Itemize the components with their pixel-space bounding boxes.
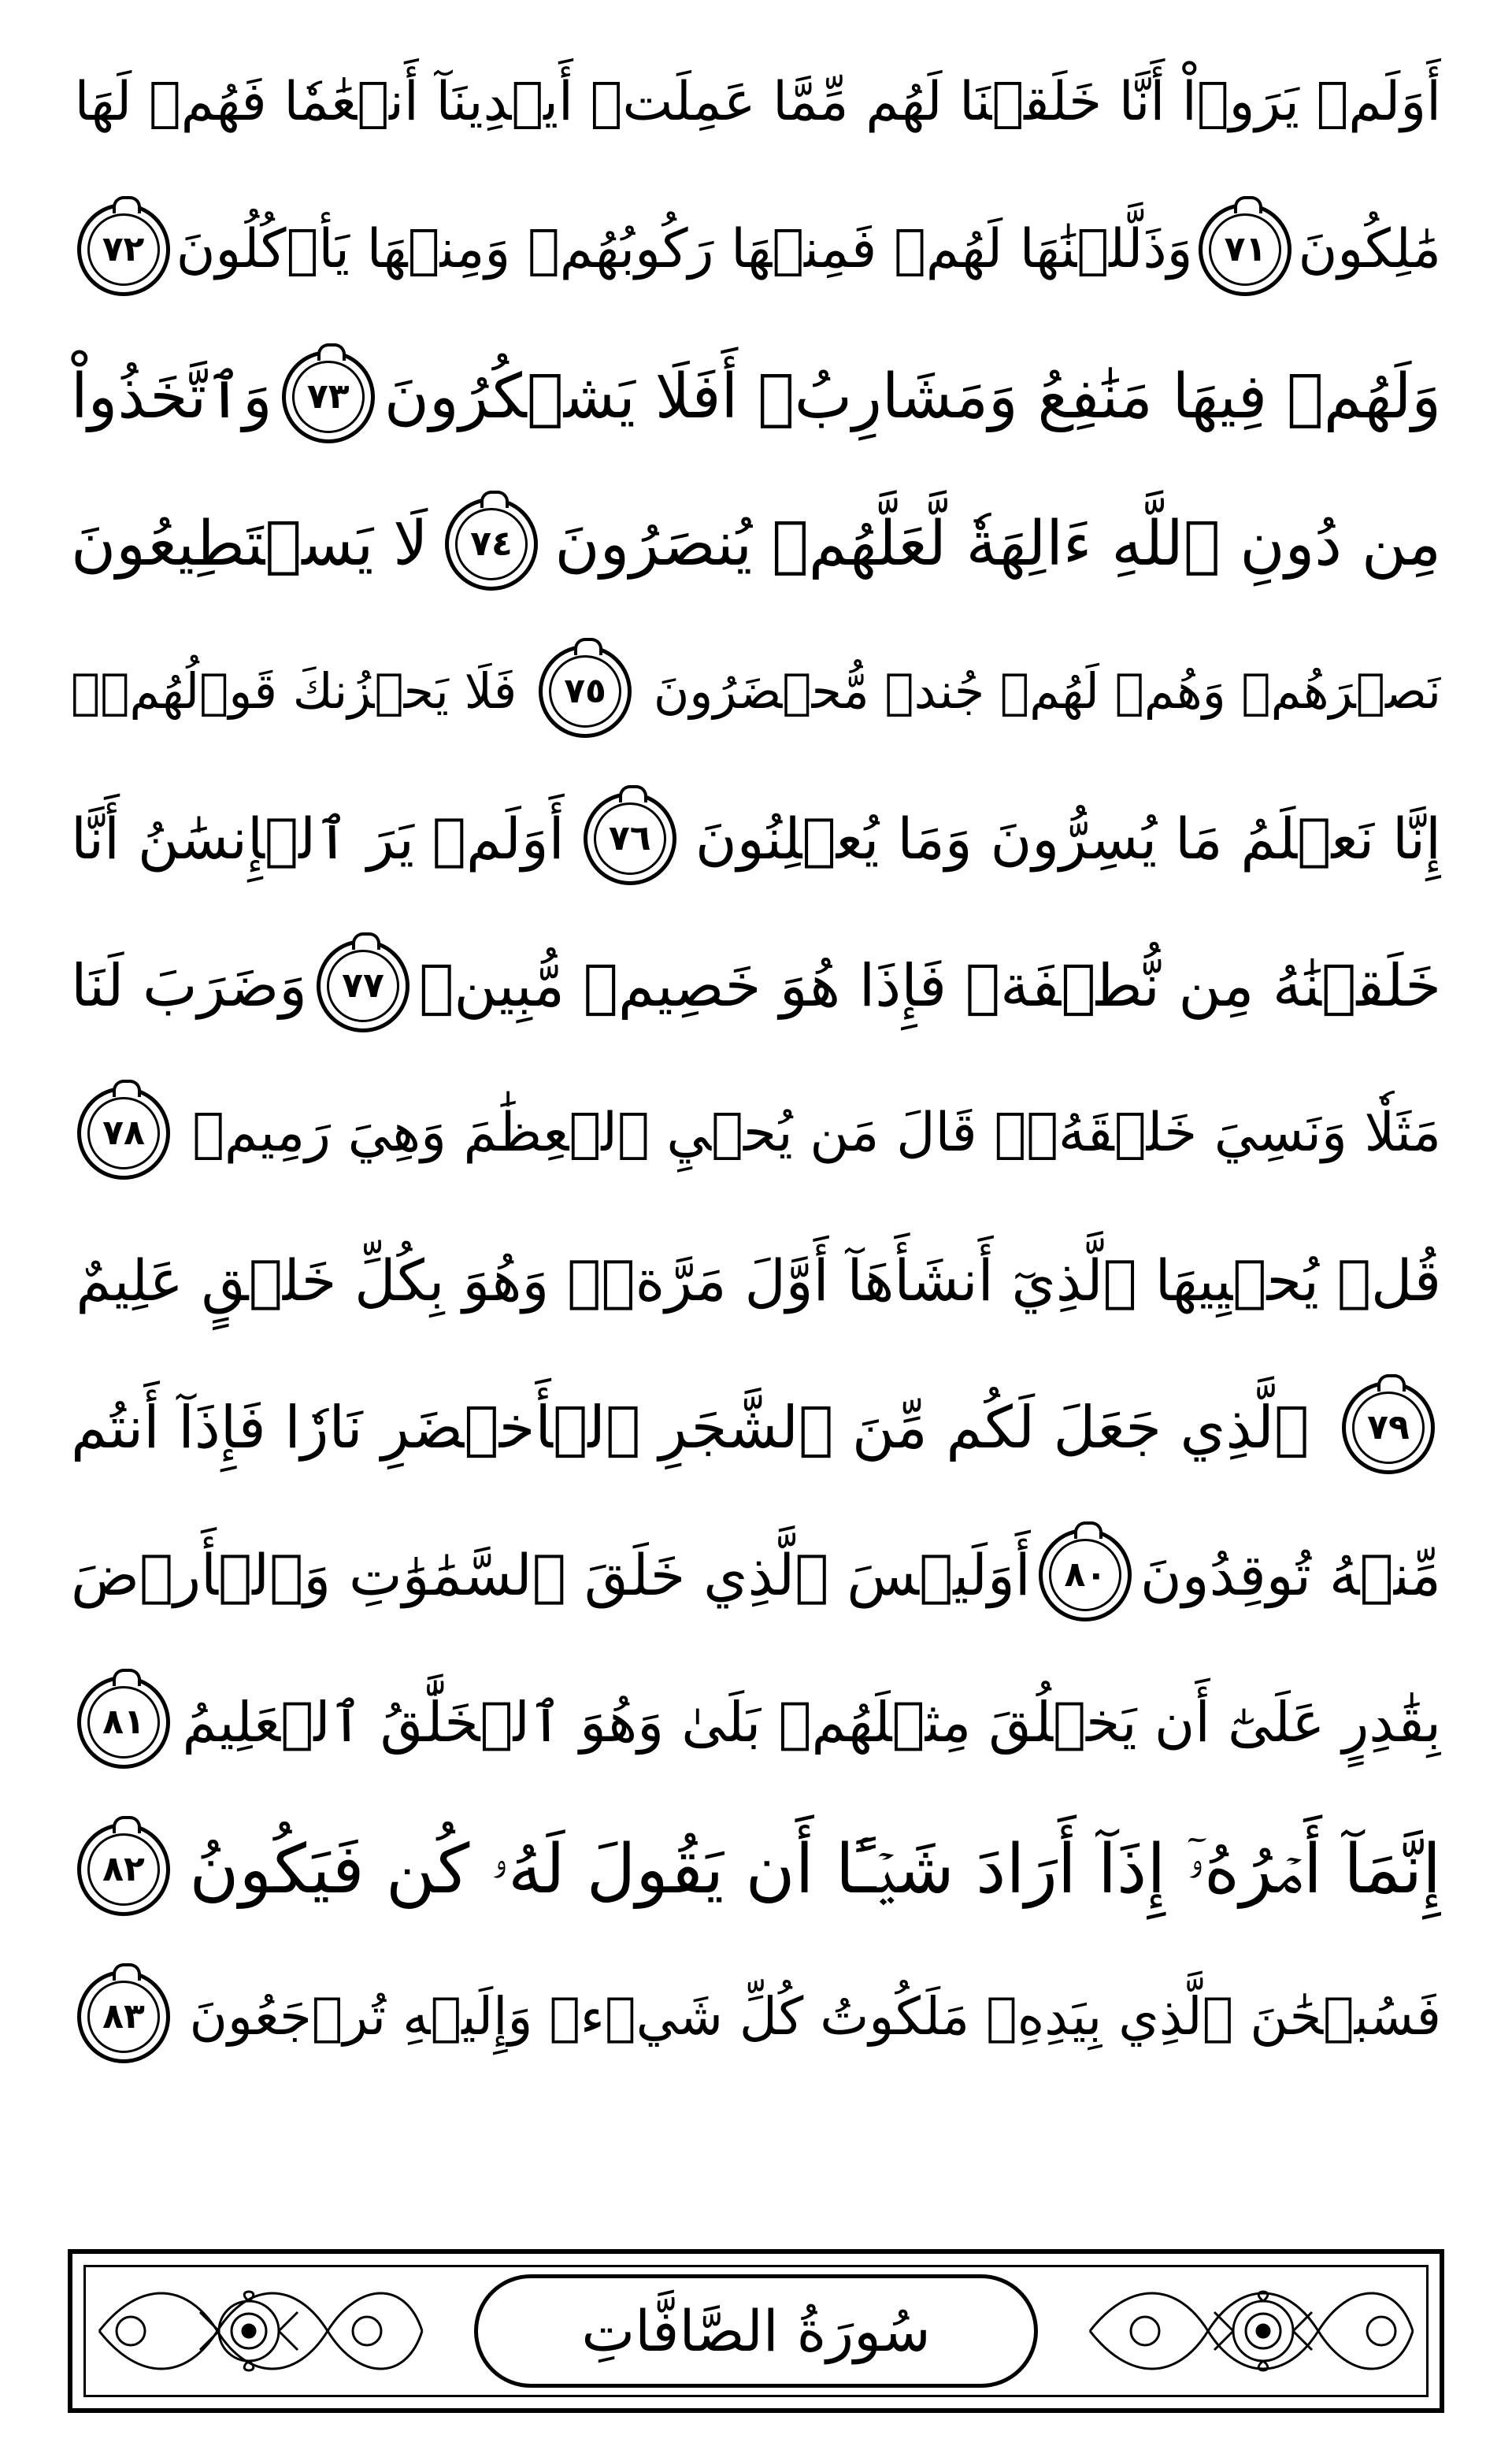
verse-text: إِنَّا نَعۡلَمُ مَا يُسِرُّونَ وَمَا يُعۡلِنُونَ bbox=[695, 806, 1441, 872]
verse-line bbox=[71, 915, 1441, 1057]
ayah-number: ٧٤ bbox=[470, 524, 513, 564]
ayah-end-marker-icon bbox=[445, 498, 538, 591]
ayah-end-marker-icon bbox=[77, 203, 170, 296]
verse-line bbox=[71, 32, 1441, 173]
ayah-end-marker-icon bbox=[1199, 203, 1292, 296]
verse-line bbox=[71, 179, 1441, 321]
ayah-number: ٨١ bbox=[102, 1702, 145, 1742]
ayah-number: ٧٣ bbox=[306, 376, 350, 417]
verse-line bbox=[71, 1504, 1441, 1646]
surah-header-band bbox=[68, 2249, 1444, 2413]
verse-text: مِن دُونِ ٱللَّهِ ءَالِهَةٗ لَّعَلَّهُمۡ يُنصَرُونَ bbox=[554, 509, 1441, 580]
verse-text: لَا يَسۡتَطِيعُونَ bbox=[71, 509, 428, 580]
verse-line bbox=[71, 473, 1441, 615]
ayah-end-marker-icon bbox=[282, 350, 375, 443]
verse-line bbox=[71, 1799, 1441, 1940]
surah-name-cartouche bbox=[474, 2274, 1038, 2388]
verse-text: مَٰلِكُونَ bbox=[1298, 218, 1441, 280]
verse-text: أَوَلَيۡسَ ٱلَّذِي خَلَقَ ٱلسَّمَٰوَٰتِ وَٱلۡأَرۡضَ bbox=[71, 1542, 1031, 1608]
verse-line bbox=[71, 621, 1441, 762]
ayah-number: ٧١ bbox=[1224, 229, 1267, 269]
ayah-end-marker-icon bbox=[77, 1823, 170, 1916]
verse-text: أَوَلَمۡ يَرَوۡاْ أَنَّا خَلَقۡنَا لَهُم مِّمَّا عَمِلَتۡ أَيۡدِينَآ أَنۡعَٰمٗا فَهُمۡ لَهَا bbox=[74, 71, 1441, 133]
verse-line bbox=[71, 1062, 1441, 1204]
ayah-number: ٨٠ bbox=[1064, 1555, 1107, 1595]
verse-line bbox=[71, 326, 1441, 468]
verse-text: فَسُبۡحَٰنَ ٱلَّذِي بِيَدِهِۦ مَلَكُوتُ كُلِّ شَيۡءٖ وَإِلَيۡهِ تُرۡجَعُونَ bbox=[189, 1986, 1441, 2047]
verse-text: وَضَرَبَ لَنَا bbox=[71, 952, 308, 1020]
ornament-right-icon bbox=[1082, 2273, 1421, 2389]
ayah-number: ٧٨ bbox=[102, 1113, 145, 1153]
ayah-end-marker-icon bbox=[539, 645, 632, 738]
ayah-number: ٧٩ bbox=[1367, 1407, 1410, 1447]
ayah-end-marker-icon bbox=[77, 1676, 170, 1769]
verse-text: وَلَهُمۡ فِيهَا مَنَٰفِعُ وَمَشَارِبُۚ أَفَلَا يَشۡكُرُونَ bbox=[384, 361, 1441, 432]
verse-line bbox=[71, 1210, 1441, 1351]
surah-name: سُورَةُ الصَّافَّاتِ bbox=[581, 2298, 931, 2364]
verse-line bbox=[71, 1946, 1441, 2088]
verse-text: بِقَٰدِرٍ عَلَىٰٓ أَن يَخۡلُقَ مِثۡلَهُمۚ بَلَىٰ وَهُوَ ٱلۡخَلَّٰقُ ٱلۡعَلِيمُ bbox=[182, 1690, 1441, 1755]
verse-text: نَصۡرَهُمۡ وَهُمۡ لَهُمۡ جُندٞ مُّحۡضَرُونَ bbox=[653, 662, 1441, 720]
verse-text: ٱلَّذِي جَعَلَ لَكُم مِّنَ ٱلشَّجَرِ ٱلۡأَخۡضَرِ نَارٗا فَإِذَآ أَنتُم bbox=[71, 1394, 1310, 1462]
ayah-number: ٧٥ bbox=[564, 671, 606, 711]
verse-line bbox=[71, 768, 1441, 910]
ayah-end-marker-icon bbox=[1342, 1381, 1435, 1474]
ayah-end-marker-icon bbox=[77, 1970, 170, 2063]
ayah-end-marker-icon bbox=[77, 1087, 170, 1180]
verse-text: إِنَّمَآ أَمۡرُهُۥٓ إِذَآ أَرَادَ شَيۡـًٔا أَن يَقُولَ لَهُۥ كُن فَيَكُونُ bbox=[189, 1830, 1441, 1909]
ayah-number: ٧٢ bbox=[102, 229, 145, 269]
verse-text: مِّنۡهُ تُوقِدُونَ bbox=[1140, 1542, 1441, 1608]
ayah-number: ٨٣ bbox=[102, 1996, 145, 2036]
verse-text: وَٱتَّخَذُواْ bbox=[71, 361, 272, 432]
ornament-left-icon bbox=[91, 2273, 430, 2389]
verse-text: فَلَا يَحۡزُنكَ قَوۡلُهُمۡۘ bbox=[71, 662, 517, 720]
verse-line bbox=[71, 1357, 1441, 1499]
ayah-end-marker-icon bbox=[584, 792, 676, 885]
verse-line bbox=[71, 1651, 1441, 1793]
ayah-number: ٧٦ bbox=[608, 818, 651, 858]
verse-text: خَلَقۡنَٰهُ مِن نُّطۡفَةٖ فَإِذَا هُوَ خَصِيمٞ مُّبِينٞ bbox=[418, 952, 1441, 1020]
verse-text: قُلۡ يُحۡيِيهَا ٱلَّذِيٓ أَنشَأَهَآ أَوَّلَ مَرَّةٖۖ وَهُوَ بِكُلِّ خَلۡقٍ عَلِيمٌ bbox=[76, 1247, 1441, 1314]
verse-text: مَثَلٗا وَنَسِيَ خَلۡقَهُۥۖ قَالَ مَن يُحۡيِ ٱلۡعِظَٰمَ وَهِيَ رَمِيمٞ bbox=[192, 1102, 1441, 1164]
verse-text: وَذَلَّلۡنَٰهَا لَهُمۡ فَمِنۡهَا رَكُوبُهُمۡ وَمِنۡهَا يَأۡكُلُونَ bbox=[176, 218, 1193, 280]
ayah-end-marker-icon bbox=[317, 939, 410, 1032]
ayah-number: ٧٧ bbox=[342, 965, 384, 1006]
verse-lines bbox=[71, 32, 1441, 2237]
verse-text: أَوَلَمۡ يَرَ ٱلۡإِنسَٰنُ أَنَّا bbox=[71, 806, 565, 872]
ayah-number: ٨٢ bbox=[102, 1849, 145, 1889]
ayah-end-marker-icon bbox=[1039, 1529, 1132, 1621]
